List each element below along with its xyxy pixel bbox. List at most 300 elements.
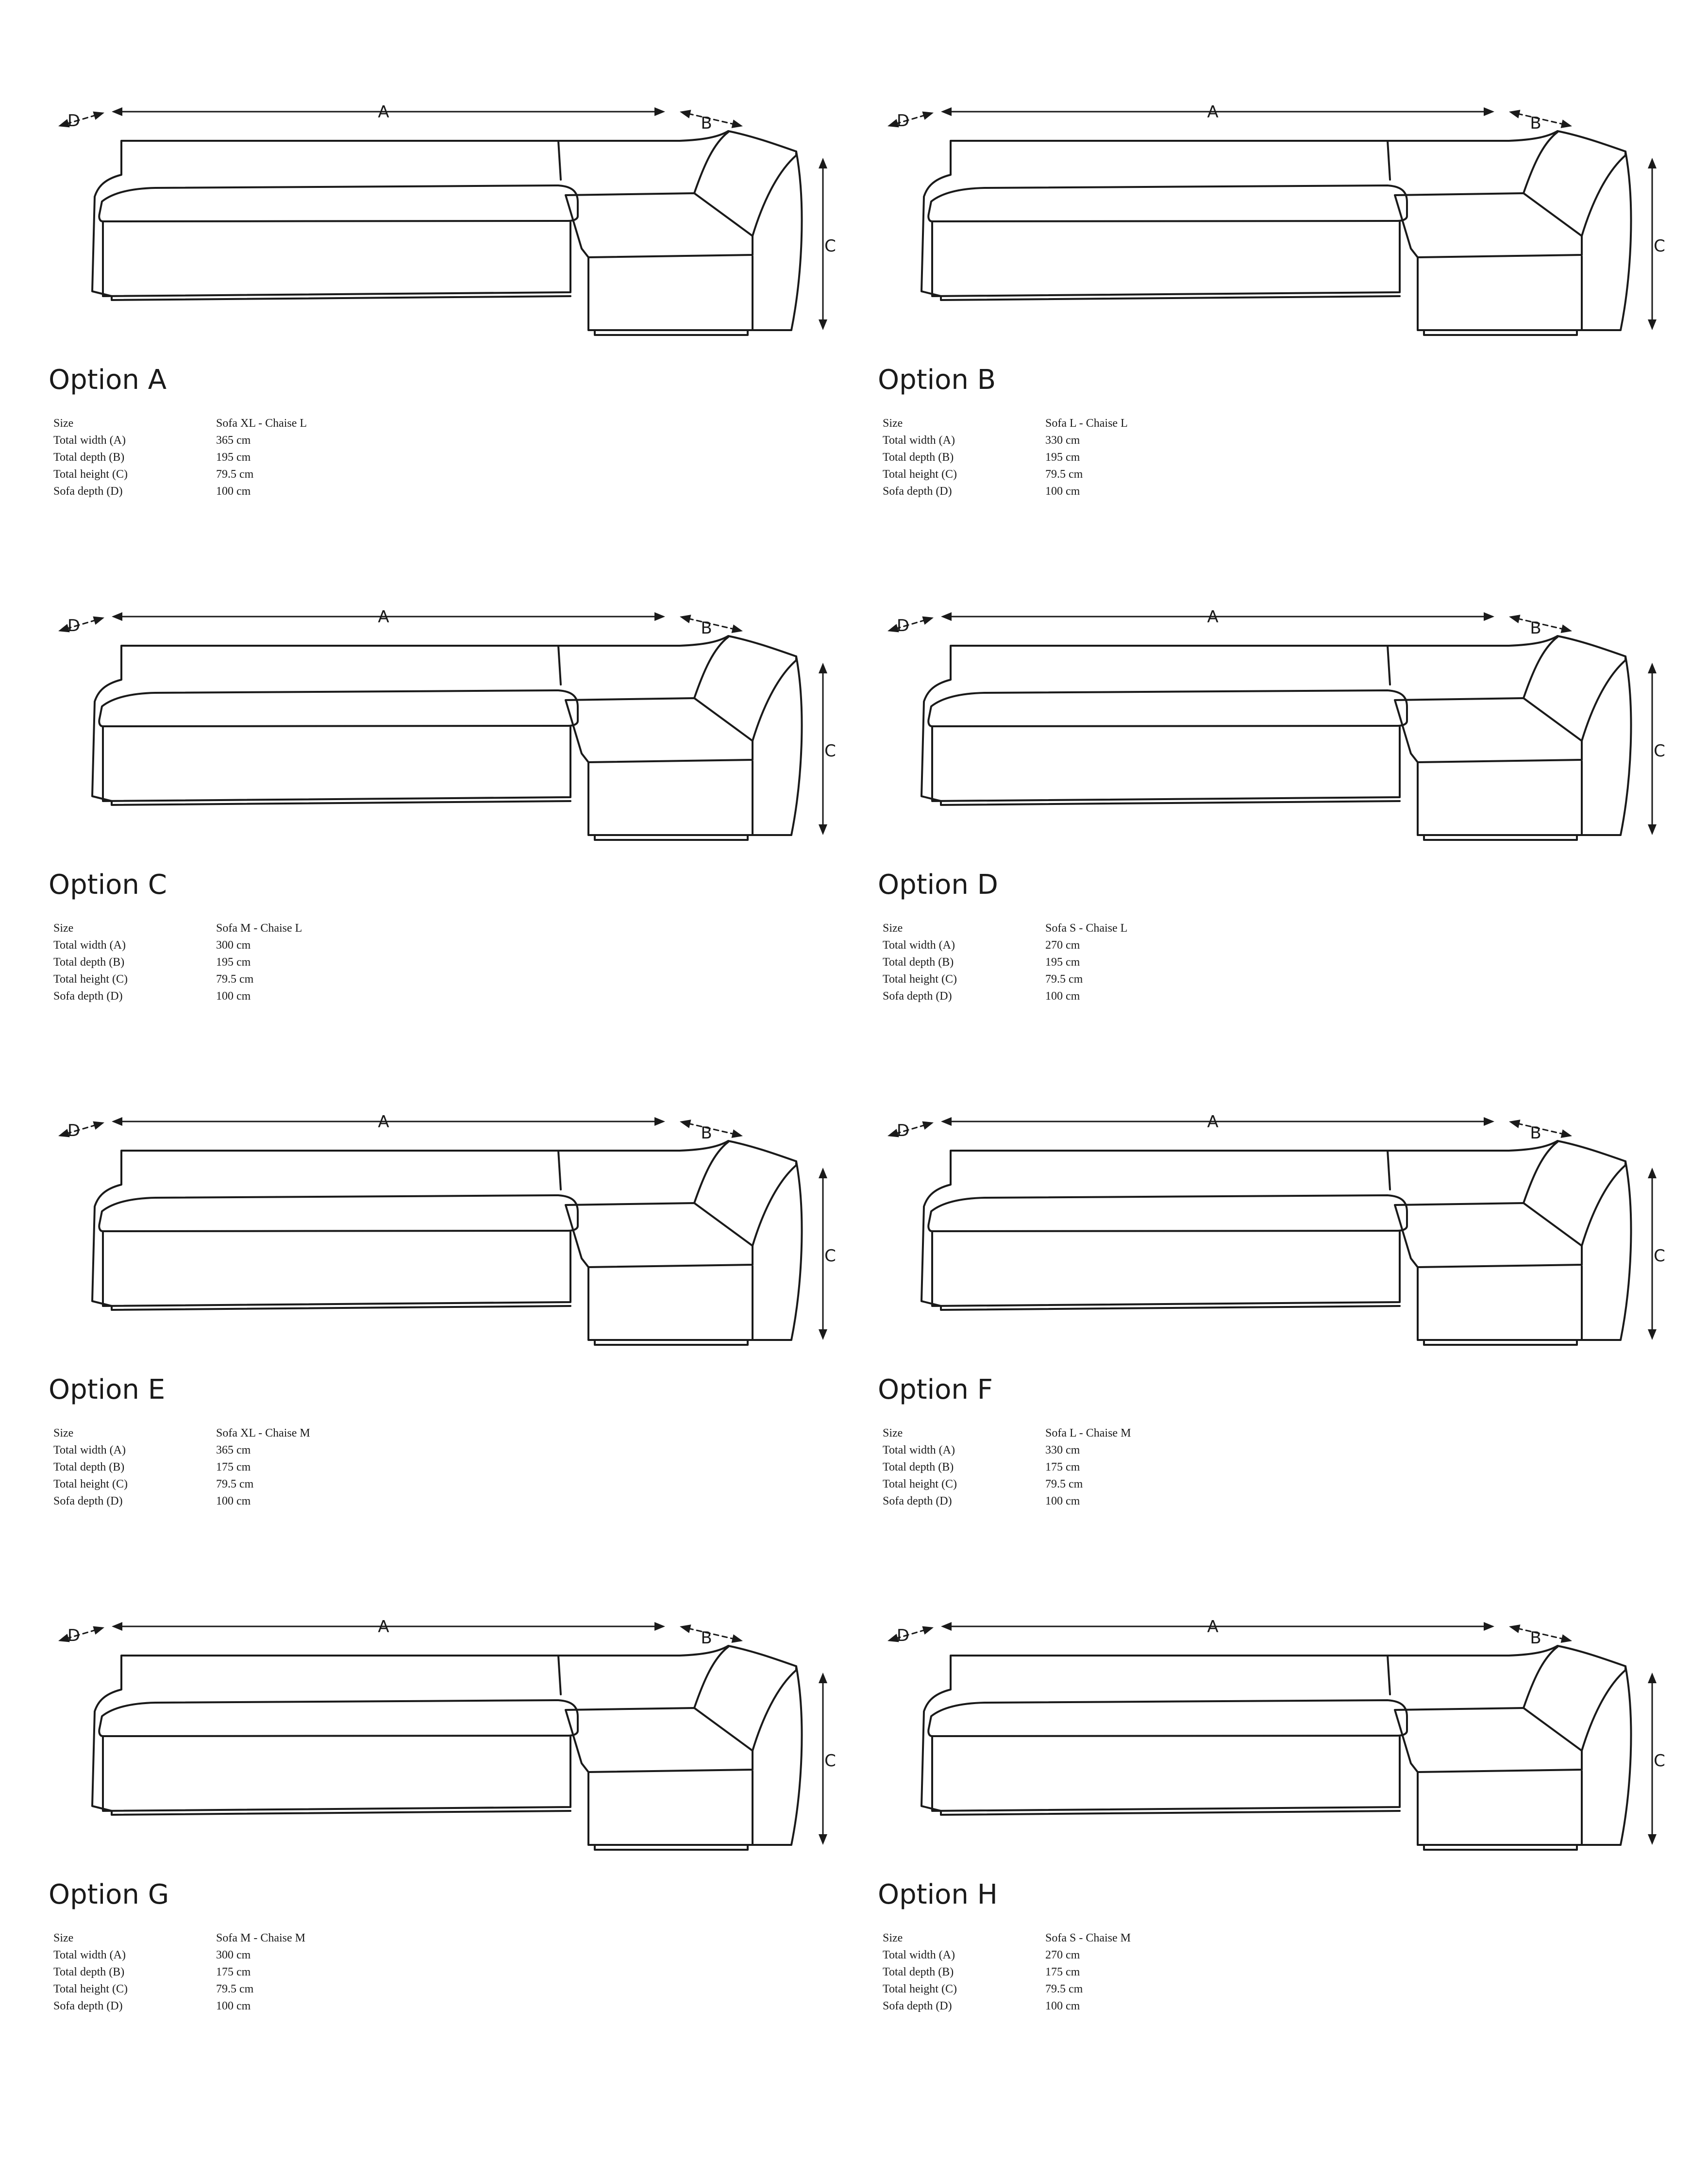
dimension-a-arrow-head-end (654, 612, 665, 621)
dimension-c-arrow-head-start (1648, 1168, 1657, 1178)
spec-value: 100 cm (216, 485, 251, 498)
dimension-a-arrow-head-start (112, 612, 122, 621)
spec-label: Total width (A) (53, 1444, 126, 1456)
spec-row-sofa-depth (53, 483, 307, 500)
spec-value: 79.5 cm (1045, 468, 1083, 481)
sofa-left-arm (921, 648, 951, 801)
sofa-chaise-back-curve (1524, 1647, 1557, 1708)
sofa-left-arm (921, 1153, 951, 1306)
spec-row-size (53, 1930, 305, 1947)
dimension-c-label: C (824, 236, 836, 256)
dimension-b-arrow-head-end (732, 1634, 743, 1643)
spec-value: Sofa XL - Chaise L (216, 417, 307, 430)
sofa-left-arm (92, 1153, 121, 1306)
sofa-seat-cushion (99, 185, 578, 221)
spec-label: Total height (C) (53, 468, 128, 481)
spec-label: Total depth (B) (883, 451, 954, 464)
spec-row-sofa-depth (53, 988, 302, 1005)
spec-value: 79.5 cm (1045, 1983, 1083, 1995)
sofa-seat-base (932, 222, 1400, 296)
spec-value: 175 cm (1045, 1966, 1080, 1978)
dimension-a-arrow-head-start (941, 612, 952, 621)
spec-value: 365 cm (216, 1444, 251, 1456)
spec-row-depth (883, 449, 1128, 466)
option-e-panel (49, 1102, 874, 1588)
option-h-sofa-drawing (878, 1607, 1703, 1850)
option-a-sofa-drawing (49, 92, 874, 335)
sofa-chaise-base (1418, 1266, 1582, 1340)
dimension-c-arrow-head-end (1648, 319, 1657, 330)
spec-value: 100 cm (1045, 485, 1080, 498)
option-a-panel (49, 92, 874, 578)
spec-value: Sofa L - Chaise L (1045, 417, 1128, 430)
spec-value: 270 cm (1045, 1949, 1080, 1961)
sofa-right-arm (1582, 1161, 1631, 1340)
spec-row-width (53, 432, 307, 449)
spec-label: Total height (C) (883, 973, 957, 986)
sofa-back-divider (1388, 1656, 1390, 1694)
spec-label: Total height (C) (53, 973, 128, 986)
sofa-seat-cushion (928, 690, 1407, 726)
spec-label: Sofa depth (D) (883, 2000, 952, 2012)
sofa-seat-base (932, 727, 1400, 801)
sofa-left-arm (921, 143, 951, 296)
sofa-base-plinth (941, 801, 1400, 805)
spec-label: Total height (C) (53, 1983, 128, 1995)
dimension-b-arrow-head-end (1561, 1634, 1572, 1643)
dimension-b-arrow-head-start (1509, 615, 1520, 623)
dimension-a-arrow-head-start (941, 1622, 952, 1631)
dimension-a-arrow-head-start (112, 107, 122, 116)
spec-row-depth (53, 449, 307, 466)
dimension-d-arrow-head-start (922, 617, 934, 625)
spec-row-height (53, 1981, 305, 1998)
dimension-a-arrow-head-end (1484, 1622, 1494, 1631)
dimension-a-label: A (378, 102, 389, 122)
option-a-specs (53, 415, 307, 500)
option-b-panel (878, 92, 1703, 578)
spec-row-depth (883, 1459, 1131, 1476)
dimension-b-arrow-head-end (1561, 624, 1572, 633)
dimension-b-arrow-head-start (680, 110, 691, 118)
spec-value: 270 cm (1045, 939, 1080, 952)
sofa-back (121, 1141, 796, 1161)
spec-row-size (883, 415, 1128, 432)
spec-value: 100 cm (1045, 1495, 1080, 1507)
dimension-d-arrow-head-start (93, 617, 104, 625)
spec-label: Total width (A) (883, 1949, 955, 1961)
dimension-b-arrow-head-end (1561, 1129, 1572, 1138)
spec-value: 195 cm (216, 451, 251, 464)
sofa-back (121, 1646, 796, 1666)
spec-row-height (53, 466, 307, 483)
option-h-specs (883, 1930, 1131, 2015)
sofa-right-arm (753, 151, 802, 330)
spec-row-depth (883, 954, 1127, 971)
option-c-sofa-drawing (49, 597, 874, 840)
dimension-a-arrow-head-start (941, 1117, 952, 1126)
dimension-b-label: B (701, 619, 712, 638)
spec-row-size (53, 1425, 310, 1442)
dimension-c-arrow-head-start (819, 158, 827, 168)
spec-value: 100 cm (216, 2000, 251, 2012)
spec-value: 300 cm (216, 1949, 251, 1961)
spec-value: 79.5 cm (1045, 1478, 1083, 1490)
dimension-d-arrow-head-start (922, 112, 934, 120)
dimension-a-arrow-head-end (1484, 1117, 1494, 1126)
spec-value: Sofa M - Chaise M (216, 1932, 305, 1944)
spec-label: Size (53, 1932, 74, 1944)
dimension-d-label: D (67, 1121, 81, 1140)
sofa-back (951, 131, 1625, 151)
dimension-c-arrow-head-start (819, 663, 827, 673)
dimension-d-label: D (67, 1626, 81, 1645)
sofa-base-plinth (941, 1306, 1400, 1310)
option-f-specs (883, 1425, 1131, 1510)
option-g-title: Option G (49, 1879, 169, 1910)
spec-row-depth (53, 1964, 305, 1981)
spec-row-height (883, 1981, 1131, 1998)
spec-label: Sofa depth (D) (883, 485, 952, 498)
sofa-left-arm (92, 1658, 121, 1811)
spec-row-width (883, 432, 1128, 449)
dimension-d-label: D (67, 616, 81, 636)
option-e-specs (53, 1425, 310, 1510)
spec-value: 175 cm (1045, 1461, 1080, 1473)
dimension-c-label: C (824, 1246, 836, 1266)
sofa-right-arm (1582, 151, 1631, 330)
spec-label: Total height (C) (883, 468, 957, 481)
dimension-c-label: C (1654, 741, 1665, 761)
spec-row-size (883, 1425, 1131, 1442)
sofa-back (121, 636, 796, 656)
dimension-b-label: B (701, 1628, 712, 1648)
option-d-specs (883, 920, 1127, 1005)
dimension-a-arrow-head-end (1484, 612, 1494, 621)
dimension-c-label: C (824, 741, 836, 761)
sofa-back-divider (1388, 141, 1390, 180)
dimension-d-arrow-head-start (93, 1626, 104, 1635)
dimension-c-label: C (1654, 1751, 1665, 1771)
dimension-c-arrow-head-end (819, 824, 827, 835)
dimension-b-arrow-head-start (680, 1624, 691, 1633)
dimension-a-label: A (1207, 1112, 1219, 1132)
dimension-b-label: B (1530, 1123, 1541, 1143)
sofa-chaise-back-curve (694, 1142, 728, 1203)
option-g-specs (53, 1930, 305, 2015)
spec-row-size (883, 920, 1127, 937)
spec-value: Sofa XL - Chaise M (216, 1427, 310, 1439)
option-b-sofa-drawing (878, 92, 1703, 335)
option-c-panel (49, 597, 874, 1083)
dimension-a-label: A (1207, 1617, 1219, 1637)
sofa-base-plinth (112, 1811, 570, 1815)
spec-value: 365 cm (216, 434, 251, 447)
sofa-left-arm (921, 1658, 951, 1811)
spec-label: Total height (C) (883, 1983, 957, 1995)
dimension-b-label: B (701, 1123, 712, 1143)
dimension-b-arrow-head-start (1509, 110, 1520, 118)
sofa-chaise-cushion (566, 193, 753, 257)
sofa-chaise-cushion (566, 1708, 753, 1772)
sofa-chaise-cushion (1395, 193, 1582, 257)
dimension-c-arrow-head-end (819, 1834, 827, 1845)
spec-value: 195 cm (216, 956, 251, 969)
spec-label: Total depth (B) (53, 1966, 125, 1978)
dimension-c-label: C (1654, 1246, 1665, 1266)
dimension-a-label: A (378, 1617, 389, 1637)
spec-row-size (883, 1930, 1131, 1947)
spec-value: Sofa S - Chaise L (1045, 922, 1128, 935)
sofa-chaise-cushion (1395, 698, 1582, 762)
spec-label: Total width (A) (53, 1949, 126, 1961)
sofa-chaise-base (588, 256, 753, 330)
spec-label: Total width (A) (53, 434, 126, 447)
option-c-title: Option C (49, 869, 167, 901)
sofa-chaise-cushion (566, 1203, 753, 1267)
spec-row-sofa-depth (53, 1998, 305, 2015)
sofa-right-arm (753, 656, 802, 835)
spec-value: Sofa M - Chaise L (216, 922, 302, 935)
spec-value: 195 cm (1045, 451, 1080, 464)
sofa-chaise-cushion (566, 698, 753, 762)
spec-row-sofa-depth (53, 1493, 310, 1510)
sofa-chaise-base (588, 1771, 753, 1845)
spec-label: Sofa depth (D) (53, 1495, 123, 1507)
spec-label: Total width (A) (883, 1444, 955, 1456)
spec-row-sofa-depth (883, 1998, 1131, 2015)
option-e-sofa-drawing (49, 1102, 874, 1345)
sofa-chaise-base (588, 1266, 753, 1340)
sofa-chaise-cushion (1395, 1708, 1582, 1772)
dimension-b-arrow-head-end (732, 119, 743, 128)
spec-value: 175 cm (216, 1461, 251, 1473)
spec-value: 100 cm (1045, 2000, 1080, 2012)
dimension-c-label: C (824, 1751, 836, 1771)
sofa-left-arm (92, 143, 121, 296)
option-d-panel (878, 597, 1703, 1083)
dimension-d-label: D (67, 111, 81, 131)
dimension-b-label: B (1530, 114, 1541, 133)
sofa-seat-base (103, 222, 570, 296)
spec-row-sofa-depth (883, 988, 1127, 1005)
dimension-b-arrow-head-end (732, 1129, 743, 1138)
spec-label: Size (883, 1427, 903, 1439)
spec-label: Total depth (B) (883, 956, 954, 969)
sofa-right-arm (1582, 1666, 1631, 1845)
sofa-back-divider (558, 1151, 561, 1189)
option-f-sofa-drawing (878, 1102, 1703, 1345)
sofa-right-arm (753, 1161, 802, 1340)
sofa-chaise-base (1418, 256, 1582, 330)
sofa-seat-cushion (928, 1700, 1407, 1736)
sofa-seat-cushion (99, 1700, 578, 1736)
spec-value: 100 cm (1045, 990, 1080, 1003)
spec-label: Total depth (B) (883, 1966, 954, 1978)
option-e-title: Option E (49, 1374, 166, 1406)
dimension-b-arrow-head-start (1509, 1120, 1520, 1128)
dimension-d-label: D (896, 111, 910, 131)
sofa-back-divider (1388, 1151, 1390, 1189)
option-d-sofa-drawing (878, 597, 1703, 840)
dimension-a-arrow-head-end (654, 107, 665, 116)
sofa-chaise-back-curve (1524, 132, 1557, 193)
dimension-c-arrow-head-start (1648, 663, 1657, 673)
spec-row-size (53, 415, 307, 432)
option-b-specs (883, 415, 1128, 500)
dimension-c-arrow-head-start (1648, 1673, 1657, 1683)
dimension-b-arrow-head-start (680, 615, 691, 623)
dimension-a-arrow-head-start (941, 107, 952, 116)
sofa-chaise-back-curve (694, 1647, 728, 1708)
sofa-back (951, 1646, 1625, 1666)
sofa-back (951, 1141, 1625, 1161)
spec-label: Sofa depth (D) (53, 485, 123, 498)
spec-row-height (53, 1476, 310, 1493)
sofa-seat-base (932, 1232, 1400, 1306)
dimension-a-arrow-head-start (112, 1622, 122, 1631)
dimension-c-arrow-head-end (1648, 1834, 1657, 1845)
dimension-d-label: D (896, 616, 910, 636)
sofa-chaise-back-curve (694, 637, 728, 698)
spec-label: Size (53, 1427, 74, 1439)
sofa-base-plinth (112, 1306, 570, 1310)
dimension-c-arrow-head-start (819, 1168, 827, 1178)
sofa-seat-base (103, 1737, 570, 1811)
spec-row-width (53, 1442, 310, 1459)
spec-row-height (883, 1476, 1131, 1493)
spec-row-width (53, 937, 302, 954)
sofa-base-plinth (941, 296, 1400, 300)
spec-label: Sofa depth (D) (883, 990, 952, 1003)
dimension-a-label: A (1207, 607, 1219, 627)
sofa-chaise-back-curve (1524, 1142, 1557, 1203)
dimension-a-label: A (378, 1112, 389, 1132)
spec-value: 79.5 cm (216, 973, 254, 986)
dimension-a-arrow-head-start (112, 1117, 122, 1126)
dimension-a-arrow-head-end (654, 1622, 665, 1631)
sofa-chaise-base (1418, 1771, 1582, 1845)
spec-value: 79.5 cm (216, 468, 254, 481)
spec-row-height (883, 466, 1128, 483)
dimension-c-arrow-head-end (1648, 1329, 1657, 1340)
option-h-title: Option H (878, 1879, 998, 1910)
spec-value: 100 cm (216, 1495, 251, 1507)
option-f-title: Option F (878, 1374, 993, 1406)
sofa-left-arm (92, 648, 121, 801)
spec-value: 330 cm (1045, 1444, 1080, 1456)
spec-row-width (883, 937, 1127, 954)
sofa-back-divider (558, 646, 561, 685)
sofa-chaise-base (1418, 761, 1582, 835)
dimension-b-label: B (1530, 1628, 1541, 1648)
spec-value: 195 cm (1045, 956, 1080, 969)
dimension-c-arrow-head-start (819, 1673, 827, 1683)
spec-value: 79.5 cm (216, 1983, 254, 1995)
sofa-chaise-back-curve (1524, 637, 1557, 698)
sofa-back-divider (558, 141, 561, 180)
sofa-seat-base (103, 1232, 570, 1306)
sofa-right-arm (753, 1666, 802, 1845)
dimension-c-arrow-head-end (819, 319, 827, 330)
spec-label: Total depth (B) (53, 956, 125, 969)
spec-label: Total width (A) (883, 434, 955, 447)
spec-row-width (883, 1442, 1131, 1459)
spec-row-height (53, 971, 302, 988)
dimension-a-arrow-head-end (1484, 107, 1494, 116)
spec-label: Sofa depth (D) (883, 1495, 952, 1507)
spec-value: 100 cm (216, 990, 251, 1003)
dimension-b-arrow-head-start (680, 1120, 691, 1128)
dimension-d-arrow-head-start (93, 1121, 104, 1130)
sofa-chaise-cushion (1395, 1203, 1582, 1267)
option-g-sofa-drawing (49, 1607, 874, 1850)
spec-row-depth (53, 1459, 310, 1476)
spec-row-depth (53, 954, 302, 971)
option-b-title: Option B (878, 364, 996, 396)
sofa-back-divider (1388, 646, 1390, 685)
dimension-a-label: A (1207, 102, 1219, 122)
spec-label: Total height (C) (883, 1478, 957, 1490)
spec-value: 330 cm (1045, 434, 1080, 447)
option-a-title: Option A (49, 364, 167, 396)
sofa-chaise-back-curve (694, 132, 728, 193)
dimension-b-arrow-head-end (732, 624, 743, 633)
spec-row-depth (883, 1964, 1131, 1981)
spec-row-sofa-depth (883, 1493, 1131, 1510)
dimension-b-arrow-head-end (1561, 119, 1572, 128)
spec-value: 79.5 cm (1045, 973, 1083, 986)
spec-label: Size (883, 417, 903, 430)
spec-row-sofa-depth (883, 483, 1128, 500)
option-c-specs (53, 920, 302, 1005)
spec-row-height (883, 971, 1127, 988)
spec-label: Sofa depth (D) (53, 2000, 123, 2012)
spec-row-size (53, 920, 302, 937)
spec-value: 175 cm (216, 1966, 251, 1978)
option-g-panel (49, 1607, 874, 2092)
dimension-c-arrow-head-end (1648, 824, 1657, 835)
sofa-seat-cushion (99, 690, 578, 726)
spec-label: Total height (C) (53, 1478, 128, 1490)
dimension-b-arrow-head-start (1509, 1624, 1520, 1633)
dimension-b-label: B (701, 114, 712, 133)
sofa-seat-cushion (928, 185, 1407, 221)
spec-label: Sofa depth (D) (53, 990, 123, 1003)
spec-label: Size (53, 922, 74, 935)
spec-label: Total width (A) (53, 939, 126, 952)
sofa-seat-base (932, 1737, 1400, 1811)
sofa-seat-base (103, 727, 570, 801)
spec-value: 300 cm (216, 939, 251, 952)
spec-value: Sofa L - Chaise M (1045, 1427, 1131, 1439)
spec-value: 79.5 cm (216, 1478, 254, 1490)
spec-row-width (883, 1947, 1131, 1964)
sofa-base-plinth (941, 1811, 1400, 1815)
dimension-a-label: A (378, 607, 389, 627)
sofa-back (951, 636, 1625, 656)
dimension-d-arrow-head-start (93, 112, 104, 120)
option-d-title: Option D (878, 869, 998, 901)
spec-label: Size (53, 417, 74, 430)
spec-value: Sofa S - Chaise M (1045, 1932, 1131, 1944)
sofa-right-arm (1582, 656, 1631, 835)
dimension-c-arrow-head-start (1648, 158, 1657, 168)
dimension-c-arrow-head-end (819, 1329, 827, 1340)
sofa-base-plinth (112, 801, 570, 805)
spec-label: Total depth (B) (53, 451, 125, 464)
option-h-panel (878, 1607, 1703, 2092)
